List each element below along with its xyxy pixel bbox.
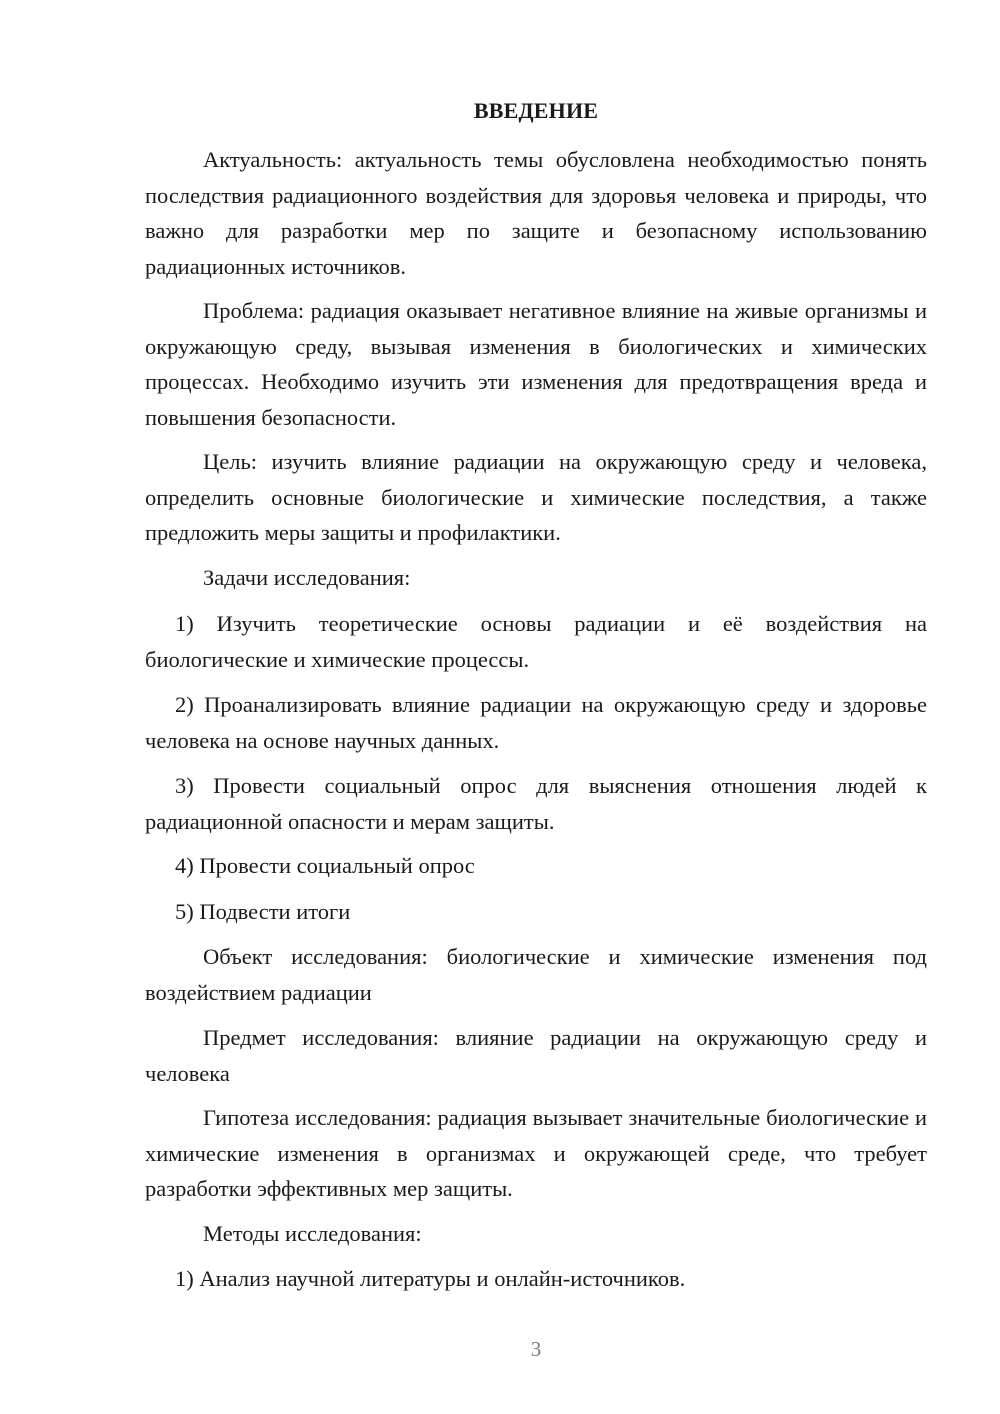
methods-title: Методы исследования: <box>203 1221 422 1246</box>
task-item-2: 2) Проанализировать влияние радиации на окружающую среду и здоровье человека на основе научных данных. <box>145 692 927 753</box>
object-paragraph: Объект исследования: биологические и химические изменения под воздействием радиации <box>145 944 927 1005</box>
tasks-title: Задачи исследования: <box>203 565 411 590</box>
task-item-4: 4) Провести социальный опрос <box>175 853 475 878</box>
page-title: ВВЕДЕНИЕ <box>473 98 599 123</box>
method-item-1: 1) Анализ научной литературы и онлайн-источников. <box>175 1266 686 1291</box>
task-item-1: 1) Изучить теоретические основы радиации и её воздействия на биологические и химические процессы. <box>145 611 927 672</box>
relevance-paragraph: Актуальность: актуальность темы обусловлена необходимостью понять последствия радиационного воздействия для здоровья человека и природы, что важно для разработки мер по защите и безопасному использованию радиационных источников. <box>145 147 927 279</box>
page-number: 3 <box>530 1337 542 1361</box>
task-item-5: 5) Подвести итоги <box>175 899 351 924</box>
hypothesis-paragraph: Гипотеза исследования: радиация вызывает значительные биологические и химические изменения в организмах и окружающей среде, что требует разработки эффективных мер защиты. <box>145 1105 927 1201</box>
task-item-3: 3) Провести социальный опрос для выяснения отношения людей к радиационной опасности и мерам защиты. <box>145 773 927 834</box>
subject-paragraph: Предмет исследования: влияние радиации на окружающую среду и человека <box>145 1025 927 1086</box>
problem-paragraph: Проблема: радиация оказывает негативное влияние на живые организмы и окружающую среду, вызывая изменения в биологических и химических процессах. Необходимо изучить эти изменения для предотвращения вреда и повышения безопасности. <box>145 298 927 430</box>
goal-paragraph: Цель: изучить влияние радиации на окружающую среду и человека, определить основные биологические и химические последствия, а также предложить меры защиты и профилактики. <box>145 449 927 545</box>
